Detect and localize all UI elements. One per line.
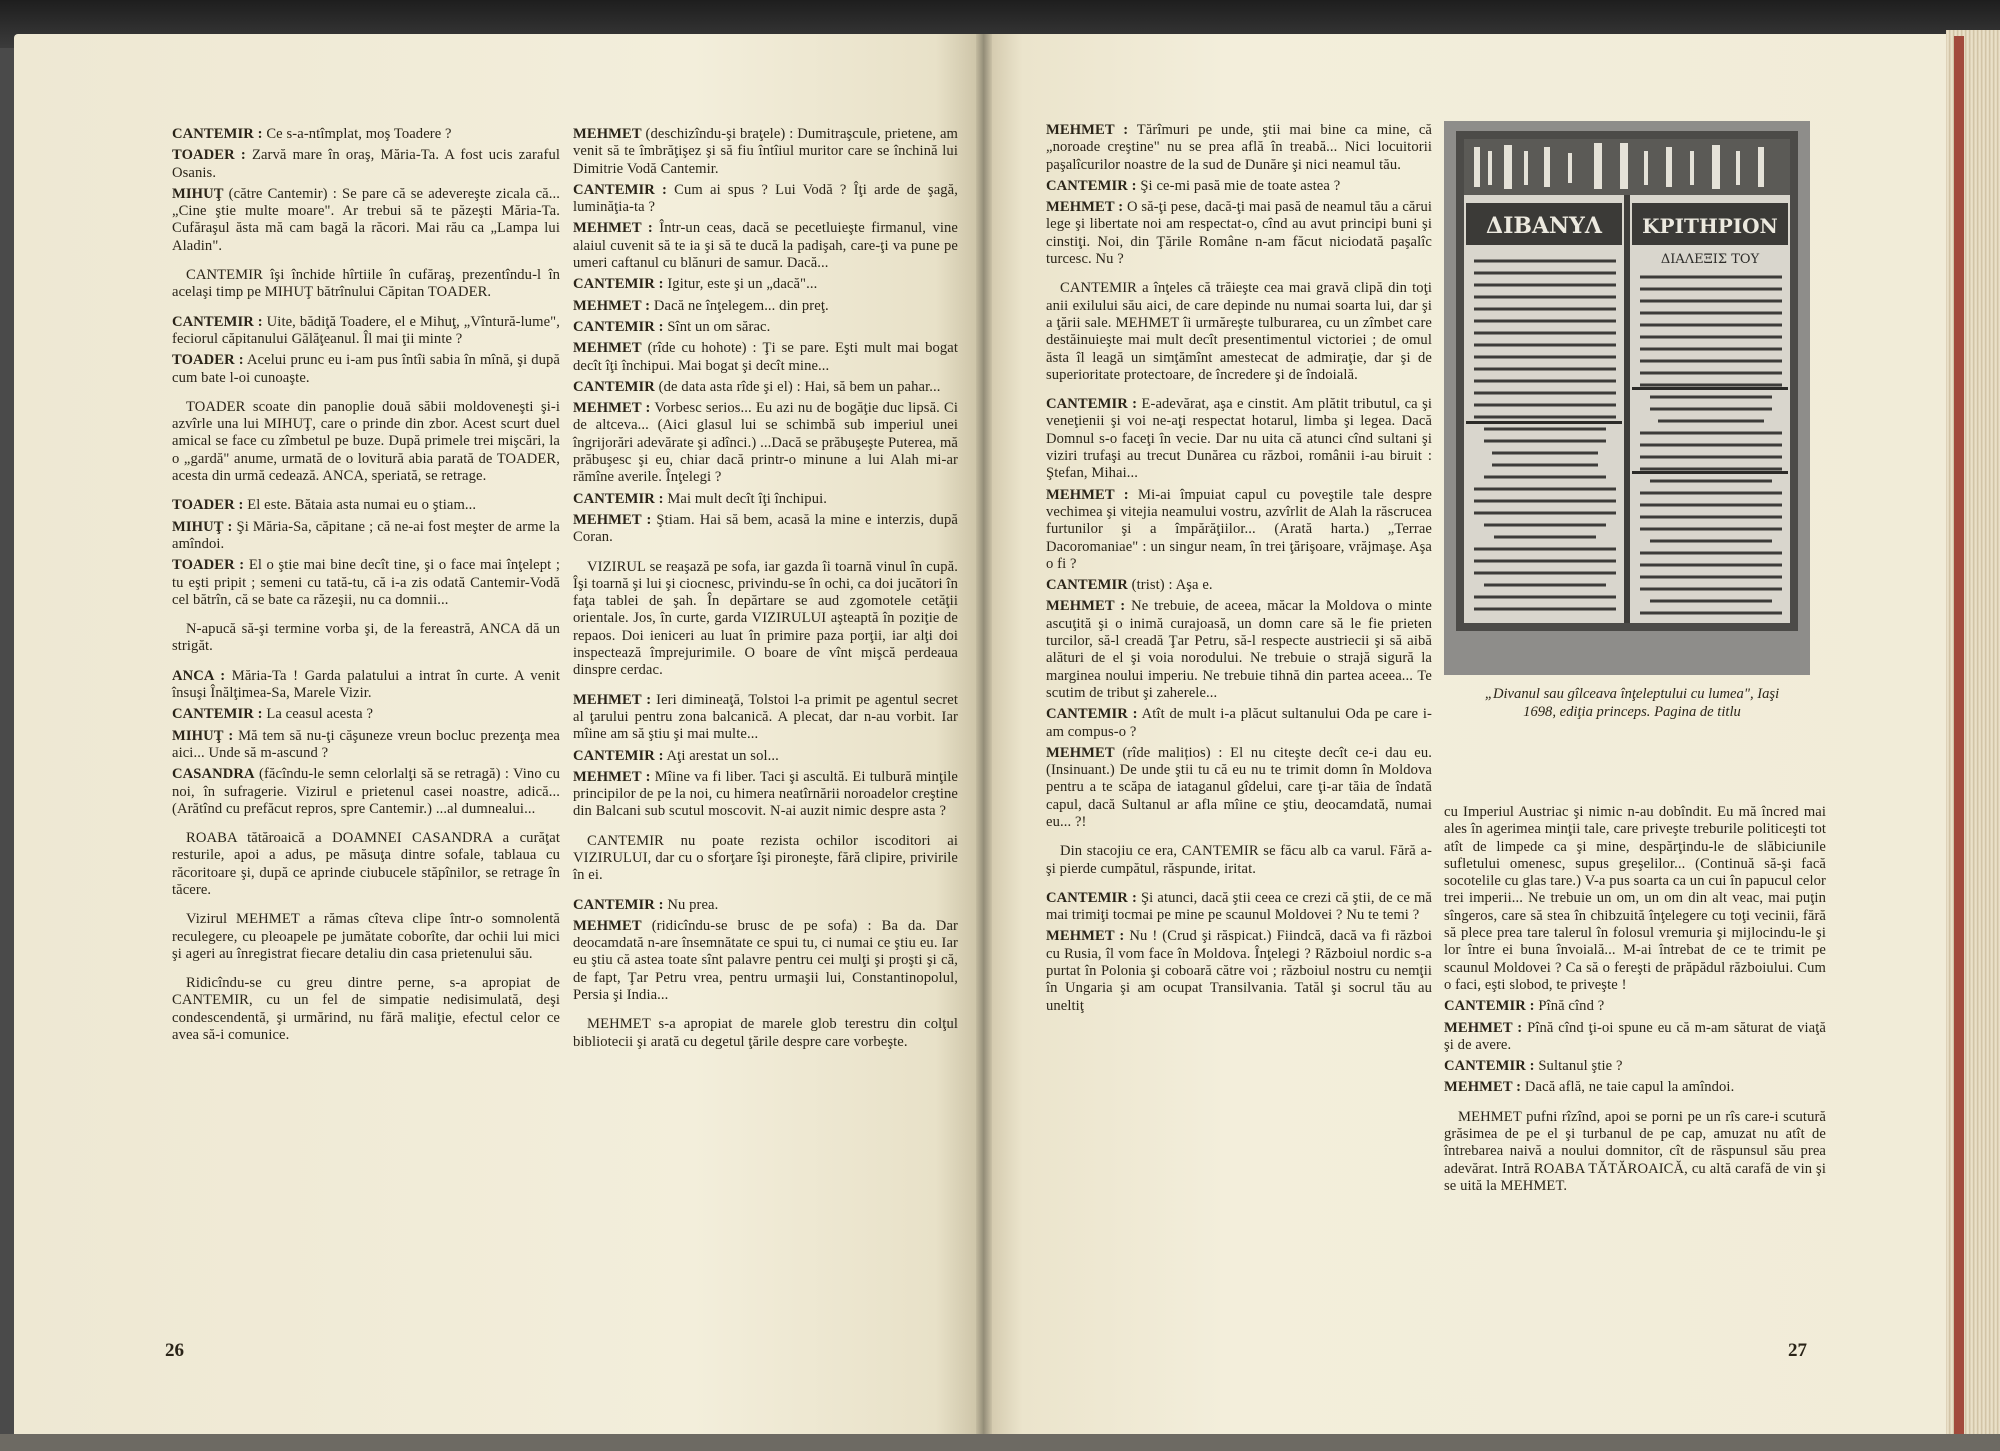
paragraph-text: cu Imperiul Austriac şi nimic n-au dobîndit. Eu mă încred mai ales în agerimea minţii tale, care priveşte treburile politiceşti tot atît de limpede ca şi mine, despărţindu-le de slăbiciunile sufletului omenesc, supus greşelilor... (Continuă să-şi facă socotelile cu glas tare.) V-a pus soarta ca un cui în papucul celor trei imperii... Ne trebuie un om, un om din alt veac, mai puţin sîngeros, care să stea în chibzuită înţelegere cu toţi vecinii, fără să plece prea tare talerul în folosul vremuria şi mijlocindu-le şi lor între ei buna învoială... M-ai întrebat de ce te trimit pe scaunul Moldovei ? Ca să o fereşti de prăpădul războiului. Cum o faci, eşti slobod, te priveşte ! (1444, 804, 1826, 993)
speaker-name: CANTEMIR : (172, 313, 263, 330)
paragraph-text: Nu ! (Crud şi răspicat.) Fiindcă, dacă va fi război cu Rusia, îl vom face în Moldova. Înţelegi ? Războiul nordic s-a purtat în Polonia şi coboară către voi ; războiul nostru cu nemţii în Ungaria şi am ocupat Transilvania. Tatăl şi socrul tău au uneltiţ (1046, 928, 1432, 1014)
paragraph-text: La ceasul acesta ? (262, 706, 374, 723)
dialogue-line (1046, 745, 1432, 831)
paragraph-text: Aţi arestat un sol... (663, 747, 779, 764)
speaker-name: MEHMET (573, 340, 642, 357)
paragraph-text: Sînt un om sărac. (663, 318, 771, 335)
left-page (14, 34, 984, 1434)
paragraph-text: Nu prea. (663, 896, 719, 913)
stage-direction (573, 1016, 958, 1051)
speaker-name: MIHUŢ : (172, 727, 234, 744)
plate-subtitle-right: ΔΙΑΛΕΞΙΣ ΤΟΥ (1660, 252, 1760, 267)
dialogue-line (1046, 928, 1432, 1014)
speaker-name: CANTEMIR : (573, 276, 664, 293)
paragraph-text: Mă tem să nu-ţi căşuneze vreun bocluc prezenţa mea aici... Unde să m-ascund ? (172, 727, 560, 761)
dialogue-line (172, 497, 560, 514)
speaker-name: MIHUŢ (172, 185, 224, 202)
paragraph-text: Dacă ne înţelegem... din preţ. (650, 297, 829, 314)
paragraph-text: Dacă află, ne taie capul la amîndoi. (1521, 1079, 1735, 1096)
paragraph-text: Ieri dimineaţă, Tolstoi l-a primit pe agentul secret al ţarului pentru zona balcanică. A plecat, dar n-au vorbit. Iar mîine am să ştiu şi mai multe... (573, 691, 958, 743)
paragraph-text: (către Cantemir) : Se pare că se adevereşte zicala că... „Cine ştie multe moare". Ar trebui să te păzeşti Măria-Ta. Cufăraşul ăsta mă cam bagă la răcori. Mai rău ca „Lampa lui Aladin". (172, 185, 560, 254)
dialogue-line (1046, 396, 1432, 482)
dialogue-line (172, 314, 560, 349)
dialogue-line (172, 728, 560, 763)
dialogue-line (1444, 1058, 1826, 1075)
speaker-name: CANTEMIR : (172, 706, 263, 723)
right-page-column-2 (1444, 804, 1826, 1207)
stage-direction (172, 830, 560, 899)
paragraph-text: N-apucă să-şi termine vorba şi, de la fereastră, ANCA dă un strigăt. (172, 621, 560, 655)
dialogue-line (172, 668, 560, 703)
dialogue-line (1046, 598, 1432, 702)
paragraph-text: El o ştie mai bine decît tine, şi o face mai înţelept ; tu eşti pripit ; semeni cu tată-tu, că i-a zis odată Cantemir-Vodă cel bătrîn, că se bate ca răzeşii, nu ca domnii... (172, 557, 561, 608)
illustration-caption: „Divanul sau gîlceava înţeleptului cu lumea", Iaşi 1698, ediţia princeps. Pagina de titlu (1484, 686, 1780, 720)
dialogue-line (573, 400, 958, 486)
dialogue-line (1046, 199, 1432, 268)
speaker-name: MEHMET : (1444, 1079, 1522, 1096)
paragraph-text: Şi atunci, dacă ştii ceea ce crezi că ştii, de ce mă mai trimiţi tocmai pe mine pe scaunul Moldovei ? Nu te temi ? (1046, 889, 1432, 924)
paragraph-text: Şi Măria-Sa, căpitane ; că ne-ai fost meşter de arme la amîndoi. (172, 518, 560, 552)
paragraph-text: MEHMET s-a apropiat de marele glob terestru din colţul bibliotecii şi arată cu degetul ţările despre care vorbeşte. (573, 1016, 958, 1050)
dialogue-line (573, 276, 958, 293)
speaker-name: MEHMET (1046, 744, 1115, 761)
speaker-name: MEHMET : (1046, 199, 1124, 216)
dialogue-line (172, 706, 560, 723)
paragraph-text: MEHMET pufni rîzînd, apoi se porni pe un rîs care-i scutură grăsimea de pe el şi turbanul de pe cap, amuzat nu atît de întrebarea naivă a noului domnitor, cît de răspunsul său prea adevărat. Intră ROABA TĂTĂROAICĂ, cu altă carafă de vin şi se uită la MEHMET. (1444, 1108, 1826, 1194)
stage-direction (1444, 1109, 1826, 1195)
paragraph-text: Într-un ceas, dacă se pecetluieşte firmanul, vine alaiul cuvenit să te ia şi să te ducă la padişah, care-ţi va pune pe umeri caftanul cu blănuri de samur. Dacă... (573, 220, 958, 272)
stage-direction (573, 559, 958, 680)
dialogue-line (573, 298, 958, 315)
dialogue-line (573, 319, 958, 336)
stage-direction (573, 833, 958, 885)
dialogue-line (573, 491, 958, 508)
dialogue-line (1444, 1079, 1826, 1096)
dialogue-line (573, 748, 958, 765)
dialogue-line (1046, 706, 1432, 741)
speaker-name: CANTEMIR : (573, 318, 664, 335)
speaker-name: TOADER : (172, 497, 244, 514)
speaker-name: CANTEMIR : (573, 747, 664, 764)
stage-direction (172, 911, 560, 963)
page-number-left: 26 (165, 1340, 184, 1361)
dialogue-line (573, 379, 958, 396)
dialogue-line (1444, 804, 1826, 994)
speaker-name: TOADER : (172, 557, 245, 574)
speaker-name: MEHMET : (573, 691, 652, 708)
paragraph-text: Ştiam. Hai să bem, acasă la mine e interzis, după Coran. (573, 511, 958, 546)
speaker-name: MIHUŢ : (172, 518, 233, 535)
dialogue-line (1444, 1020, 1826, 1055)
paragraph-text: O să-ţi pese, dacă-ţi mai pasă de neamul tău a cărui lege şi libertate noi am respectat-o, cînd au avut principi buni şi cinstiţi. Noi, din Ţările Române n-am făcut niciodată paşalîc turcesc. Nu ? (1046, 199, 1432, 268)
paragraph-text: Ce s-a-ntîmplat, moş Toadere ? (262, 126, 452, 142)
stage-direction (172, 621, 560, 656)
dialogue-line (172, 557, 560, 609)
speaker-name: MEHMET : (573, 400, 651, 417)
dialogue-line (1444, 998, 1826, 1015)
speaker-name: MEHMET : (573, 297, 651, 314)
book-fore-edge (1946, 30, 2000, 1451)
dialogue-line (1046, 890, 1432, 925)
right-page-column-1 (1046, 122, 1432, 1027)
paragraph-text: ROABA tătăroaică a DOAMNEI CASANDRA a curăţat resturile, apoi a adus, pe măsuţa dintre sofale, tablaua cu răcoritoare şi, după ce aprinde ciubucele stăpînilor, se retrage în tăcere. (172, 830, 560, 898)
paragraph-text: Din stacojiu ce era, CANTEMIR se făcu alb ca varul. Fără a-şi pierde cumpătul, răspunde, iritat. (1046, 843, 1432, 877)
paragraph-text: Ridicîndu-se cu greu dintre perne, s-a apropiat de CANTEMIR, cu un fel de simpatie nedisimulată, deşi condescendentă, şi urmărind, nu fără maliţie, efectul celor ce avea să-i comunice. (172, 975, 560, 1044)
book-gutter (976, 34, 992, 1434)
dialogue-line (172, 147, 560, 182)
stage-direction (172, 399, 560, 485)
book-cover-bottom (0, 1434, 2000, 1451)
paragraph-text: Atît de mult i-a plăcut sultanului Oda pe care i-am compus-o ? (1046, 706, 1432, 740)
speaker-name: MEHMET : (1046, 486, 1129, 503)
speaker-name: CANTEMIR : (1444, 1058, 1535, 1075)
page-number-right: 27 (1788, 1340, 1807, 1361)
dialogue-line (1046, 577, 1432, 594)
dialogue-line (172, 519, 560, 554)
speaker-name: TOADER : (172, 147, 246, 164)
dialogue-line (573, 126, 958, 178)
stage-direction (172, 975, 560, 1044)
dialogue-line (172, 766, 560, 818)
speaker-name: MEHMET : (573, 511, 652, 528)
paragraph-text: Pînă cînd ? (1534, 998, 1605, 1015)
speaker-name: CANTEMIR : (1046, 177, 1137, 194)
paragraph-text: Uite, bădiţă Toadere, el e Mihuţ, „Vîntură-lume", feciorul căpitanului Gălăţeanul. Îl mai ţii minte ? (172, 313, 560, 347)
paragraph-text: Cum ai spus ? Lui Vodă ? Îţi arde de şagă, luminăţia-ta ? (573, 181, 959, 216)
dialogue-line (573, 769, 958, 821)
paragraph-text: CANTEMIR îşi închide hîrtiile în cufăraş, prezentîndu-l în acelaşi timp pe MIHUŢ bătrînului Căpitan TOADER. (172, 267, 560, 301)
paragraph-text: (trist) : Aşa e. (1127, 577, 1213, 594)
paragraph-text: Ne trebuie, de aceea, măcar la Moldova o minte ascuţită şi o inimă curajoasă, un domn care să le fie prieten turcilor, să-l creadă Ţar Petru, să-l respecte austriecii şi să aibă alături de el şi voia norodului. Ne trebuie o strajă sigură la marginea noului imperiu. Ne trebuie tihnă din partea aceea... Te scutim de tribut şi zaherele... (1046, 598, 1432, 701)
speaker-name: ANCA : (172, 667, 226, 684)
paragraph-text: (rîde malițios) : El nu citeşte decît ce-i dau eu. (Insinuant.) De unde ştii tu că eu nu te trimit domn în Moldova pentru a te scăpa de iataganul gîdelui, care ţi-ar tăia de îndată capul, dacă Sultanul ar afla mîine ce ştiu, deocamdată, numai eu... ?! (1046, 744, 1432, 830)
paragraph-text: (de data asta rîde şi el) : Hai, să bem un pahar... (654, 378, 941, 395)
dialogue-line (573, 897, 958, 914)
stage-direction (1046, 280, 1432, 384)
paragraph-text: Acelui prunc eu i-am pus întîi sabia în mînă, şi după cum bate l-oi cunoaşte. (172, 352, 561, 386)
paragraph-text: Tărîmuri pe unde, ştii mai bine ca mine, că „noroade creştine" nu se prea află în treabă... Nici locuitorii paşalîcurilor noastre de la sud de Dunăre şi nici neamul tău. (1046, 122, 1432, 173)
dialogue-line (573, 918, 958, 1004)
speaker-name: CANTEMIR (1046, 577, 1128, 594)
speaker-name: CANTEMIR : (1046, 706, 1138, 723)
dialogue-line (172, 352, 560, 387)
dialogue-line (573, 512, 958, 547)
title-page-illustration (1444, 121, 1810, 675)
speaker-name: CASANDRA (172, 766, 255, 783)
speaker-name: TOADER : (172, 352, 244, 369)
plate-title-right: ΚΡΙΤΗΡΙΟΝ (1642, 214, 1778, 238)
dialogue-line (1046, 122, 1432, 174)
dialogue-line (172, 126, 560, 143)
plate-title-left: ΔΙΒΑΝΥΛ (1486, 213, 1602, 239)
speaker-name: MEHMET : (1444, 1019, 1523, 1036)
dialogue-line (1046, 487, 1432, 573)
stage-direction (172, 267, 560, 302)
paragraph-text: Mîine va fi liber. Taci şi ascultă. Ei tulbură minţile principilor de pe la noi, cu himera neatîrnării noroadelor creştine din Balcani sub scutul moscovit. N-ai auzit nimic despre asta ? (573, 768, 958, 820)
paragraph-text: E-adevărat, aşa e cinstit. Am plătit tributul, ca şi veneţienii şi voi ne-aţi respectat hotarul, limba şi legea. Dacă Domnul s-o faceţi în vecie. Dar nu uita că atunci cînd sultani şi viziri trufaşi au trecut Dunărea cu război, românii i-au biruit : Ştefan, Mihai... (1046, 396, 1432, 482)
paragraph-text: Sultanul ştie ? (1534, 1058, 1623, 1075)
paragraph-text: CANTEMIR a înţeles că trăieşte cea mai gravă clipă din toţi anii exilului său aici, de care depinde nu numai soarta lui, dar şi a ţării sale. MEHMET îi urmăreşte tulburarea, cu un zîmbet care destăinuieşte mai mult decît presentimentul victoriei ; de omul ăsta îl leagă un simţămînt amestecat de admiraţie, dar şi de superioritate protectoare, de încredere şi de îndoială. (1046, 280, 1432, 383)
speaker-name: MEHMET : (1046, 928, 1125, 945)
dialogue-line (573, 220, 958, 272)
speaker-name: MEHMET (573, 126, 642, 142)
paragraph-text: Pînă cînd ţi-oi spune eu că m-am săturat de viaţă şi de avere. (1444, 1019, 1826, 1053)
speaker-name: MEHMET : (1046, 122, 1129, 138)
stage-direction (1046, 843, 1432, 878)
speaker-name: MEHMET : (573, 220, 653, 237)
dialogue-line (573, 340, 958, 375)
speaker-name: CANTEMIR : (573, 896, 664, 913)
paragraph-text: Igitur, este şi un „dacă"... (663, 276, 818, 293)
dialogue-line (172, 186, 560, 255)
paragraph-text: Vorbesc serios... Eu azi nu de bogăţie duc lipsă. Ci de altceva... (Aici glasul lui se schimbă sub imperiul unei îngrijorări adevărate şi adînci.) ...Dacă se prăbuşeşte Puterea, mă prăbuşesc şi eu, chiar dacă printr-o minune a lui Alah mi-ar rămîne averile. Înţelegi ? (573, 400, 958, 486)
paragraph-text: (rîde cu hohote) : Ţi se pare. Eşti mult mai bogat decît îţi închipui. Mai bogat şi decît mine... (573, 340, 958, 374)
dialogue-line (573, 692, 958, 744)
paragraph-text: TOADER scoate din panoplie două săbii moldoveneşti şi-i azvîrle una lui MIHUŢ, care o prinde din zbor. Acest scurt duel amical se face cu zîmbetul pe buze. După primele trei mişcări, la o „gardă" anume, urmată de o lovitură abia parată de TOADER, acesta din urmă cedează. ANCA, speriată, se retrage. (172, 398, 560, 485)
paragraph-text: Măria-Ta ! Garda palatului a intrat în curte. A venit însuşi Înălţimea-Sa, Marele Vizir. (172, 667, 560, 702)
paragraph-text: CANTEMIR nu poate rezista ochilor iscoditori ai VIZIRULUI, dar cu o sforţare îşi pironeşte, fără clipire, privirile în ei. (573, 832, 958, 884)
paragraph-text: Mai mult decît îţi închipui. (663, 490, 828, 507)
paragraph-text: (ridicîndu-se brusc de pe sofa) : Ba da. Dar deocamdată n-are însemnătate ce spui tu, ci numai ce ştiu eu. Iar eu ştiu că astea toate sînt palavre pentru cei mulţi şi proşti şi că, de fapt, Ţar Petru vrea, pentru urmaşii lui, Constantinopolul, Persia şi India... (573, 917, 958, 1004)
page-edge-red-stripe (1954, 36, 1964, 1436)
speaker-name: MEHMET (573, 917, 642, 934)
paragraph-text: (făcîndu-le semn celorlalţi să se retragă) : Vino cu noi, în sufragerie. Vizirul e prietenul casei noastre, adică... (Arătînd cu prefăcut repros, spre Cantemir.) ...al dumnealui... (172, 766, 560, 817)
speaker-name: CANTEMIR : (1046, 396, 1138, 413)
paragraph-text: Vizirul MEHMET a rămas cîteva clipe într-o somnolentă reculegere, cu pleoapele pe jumătate coborîte, dar ochii lui mici şi ageri au înregistrat fiecare detaliu din casa prietenului său. (172, 911, 560, 962)
speaker-name: MEHMET : (1046, 598, 1126, 615)
paragraph-text: El este. Bătaia asta numai eu o ştiam... (243, 497, 477, 514)
left-page-column-1 (172, 126, 560, 1056)
speaker-name: CANTEMIR : (573, 181, 668, 198)
speaker-name: CANTEMIR (573, 378, 655, 395)
paragraph-text: (deschizîndu-şi braţele) : Dumitraşcule, prietene, am venit să te îmbrăţişez şi să fiu întîiul muritor care se închină lui Dimitrie Vodă Cantemir. (573, 126, 958, 177)
dialogue-line (1046, 178, 1432, 195)
speaker-name: CANTEMIR : (1046, 889, 1137, 906)
paragraph-text: Şi ce-mi pasă mie de toate astea ? (1136, 177, 1341, 194)
paragraph-text: VIZIRUL se reaşază pe sofa, iar gazda îi toarnă vinul în cupă. Îşi toarnă şi lui şi ciocnesc, privindu-se în ochi, ca doi jucători în faţa tablei de şah. În depărtare se aud zgomotele cetăţii orientale. Jos, în curte, garda VIZIRULUI aşteaptă în poziţie de repaos. Doi ieniceri au luat în primire paza porţii, iar alţi doi inspectează împrejurimile. O boare de vînt mişcă perdeaua dinspre cerdac. (573, 558, 958, 679)
paragraph-text: Zarvă mare în oraş, Măria-Ta. A fost ucis zaraful Osanis. (172, 147, 560, 181)
title-page-engraving (1444, 121, 1810, 675)
left-page-column-2 (573, 126, 958, 1063)
speaker-name: CANTEMIR : (1444, 998, 1535, 1015)
speaker-name: MEHMET : (573, 768, 651, 785)
dialogue-line (573, 182, 958, 217)
speaker-name: CANTEMIR : (573, 490, 664, 507)
speaker-name: CANTEMIR : (172, 126, 263, 142)
paragraph-text: Mi-ai împuiat capul cu poveştile tale despre vechimea şi vitejia neamului vostru, azvîrlit de Alah la răscrucea furtunilor şi a împărăţiilor... (Arată harta.) „Terrae Dacoromaniae" : un singur neam, în trei ţărişoare, vrăjmaşe. Aşa o fi ? (1046, 486, 1432, 572)
